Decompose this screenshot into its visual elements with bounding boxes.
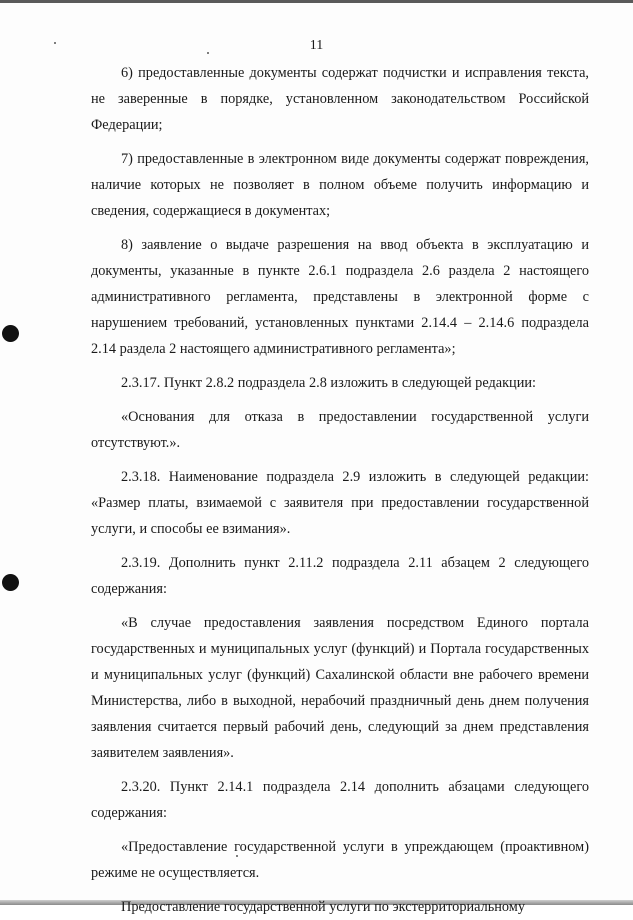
paragraph: 7) предоставленные в электронном виде документы содержат повреждения, наличие которых не позволяет в полном объеме получить информацию и сведения, содержащиеся в документах; <box>91 151 589 219</box>
paragraph: Предоставление государственной услуги по экстерриториальному <box>121 899 525 915</box>
paragraph: 2.3.18. Наименование подраздела 2.9 изложить в следующей редакции: «Размер платы, взимаемой с заявителя при предоставлении государственной услуги, и способы ее взимания». <box>91 469 589 537</box>
page-number: 11 <box>309 38 324 53</box>
paragraph: «Предоставление государственной услуги в упреждающем (проактивном) режиме не осуществляется. <box>91 839 589 881</box>
paragraph: 2.3.20. Пункт 2.14.1 подраздела 2.14 дополнить абзацами следующего содержания: <box>91 779 589 821</box>
paragraph: 6) предоставленные документы содержат подчистки и исправления текста, не заверенные в порядке, установленном законодательством Российской Федерации; <box>91 65 589 133</box>
punch-hole-icon <box>2 574 19 591</box>
paragraph: 8) заявление о выдаче разрешения на ввод объекта в эксплуатацию и документы, указанные в пункте 2.6.1 подраздела 2.6 раздела 2 настоящего административного регламента, представлены в электронной форме с нарушением требований, установленных пунктами 2.14.4 – 2.14.6 подраздела 2.14 раздела 2 настоящего административного регламента»; <box>91 237 589 357</box>
scan-edge-top <box>0 0 633 3</box>
paragraph: 2.3.19. Дополнить пункт 2.11.2 подраздела 2.11 абзацем 2 следующего содержания: <box>91 555 589 597</box>
paragraph: 2.3.17. Пункт 2.8.2 подраздела 2.8 изложить в следующей редакции: <box>121 375 536 391</box>
document-body <box>91 60 589 920</box>
punch-hole-icon <box>2 325 19 342</box>
paragraph: «В случае предоставления заявления посредством Единого портала государственных и муниципальных услуг (функций) и Портала государственных и муниципальных услуг (функций) Сахалинской области вне рабочего времени Министерства, либо в выходной, нерабочий праздничный день днем получения заявления считается первый рабочий день, следующий за днем представления заявителем заявления». <box>91 615 589 761</box>
paragraph: «Основания для отказа в предоставлении государственной услуги отсутствуют.». <box>91 409 589 451</box>
